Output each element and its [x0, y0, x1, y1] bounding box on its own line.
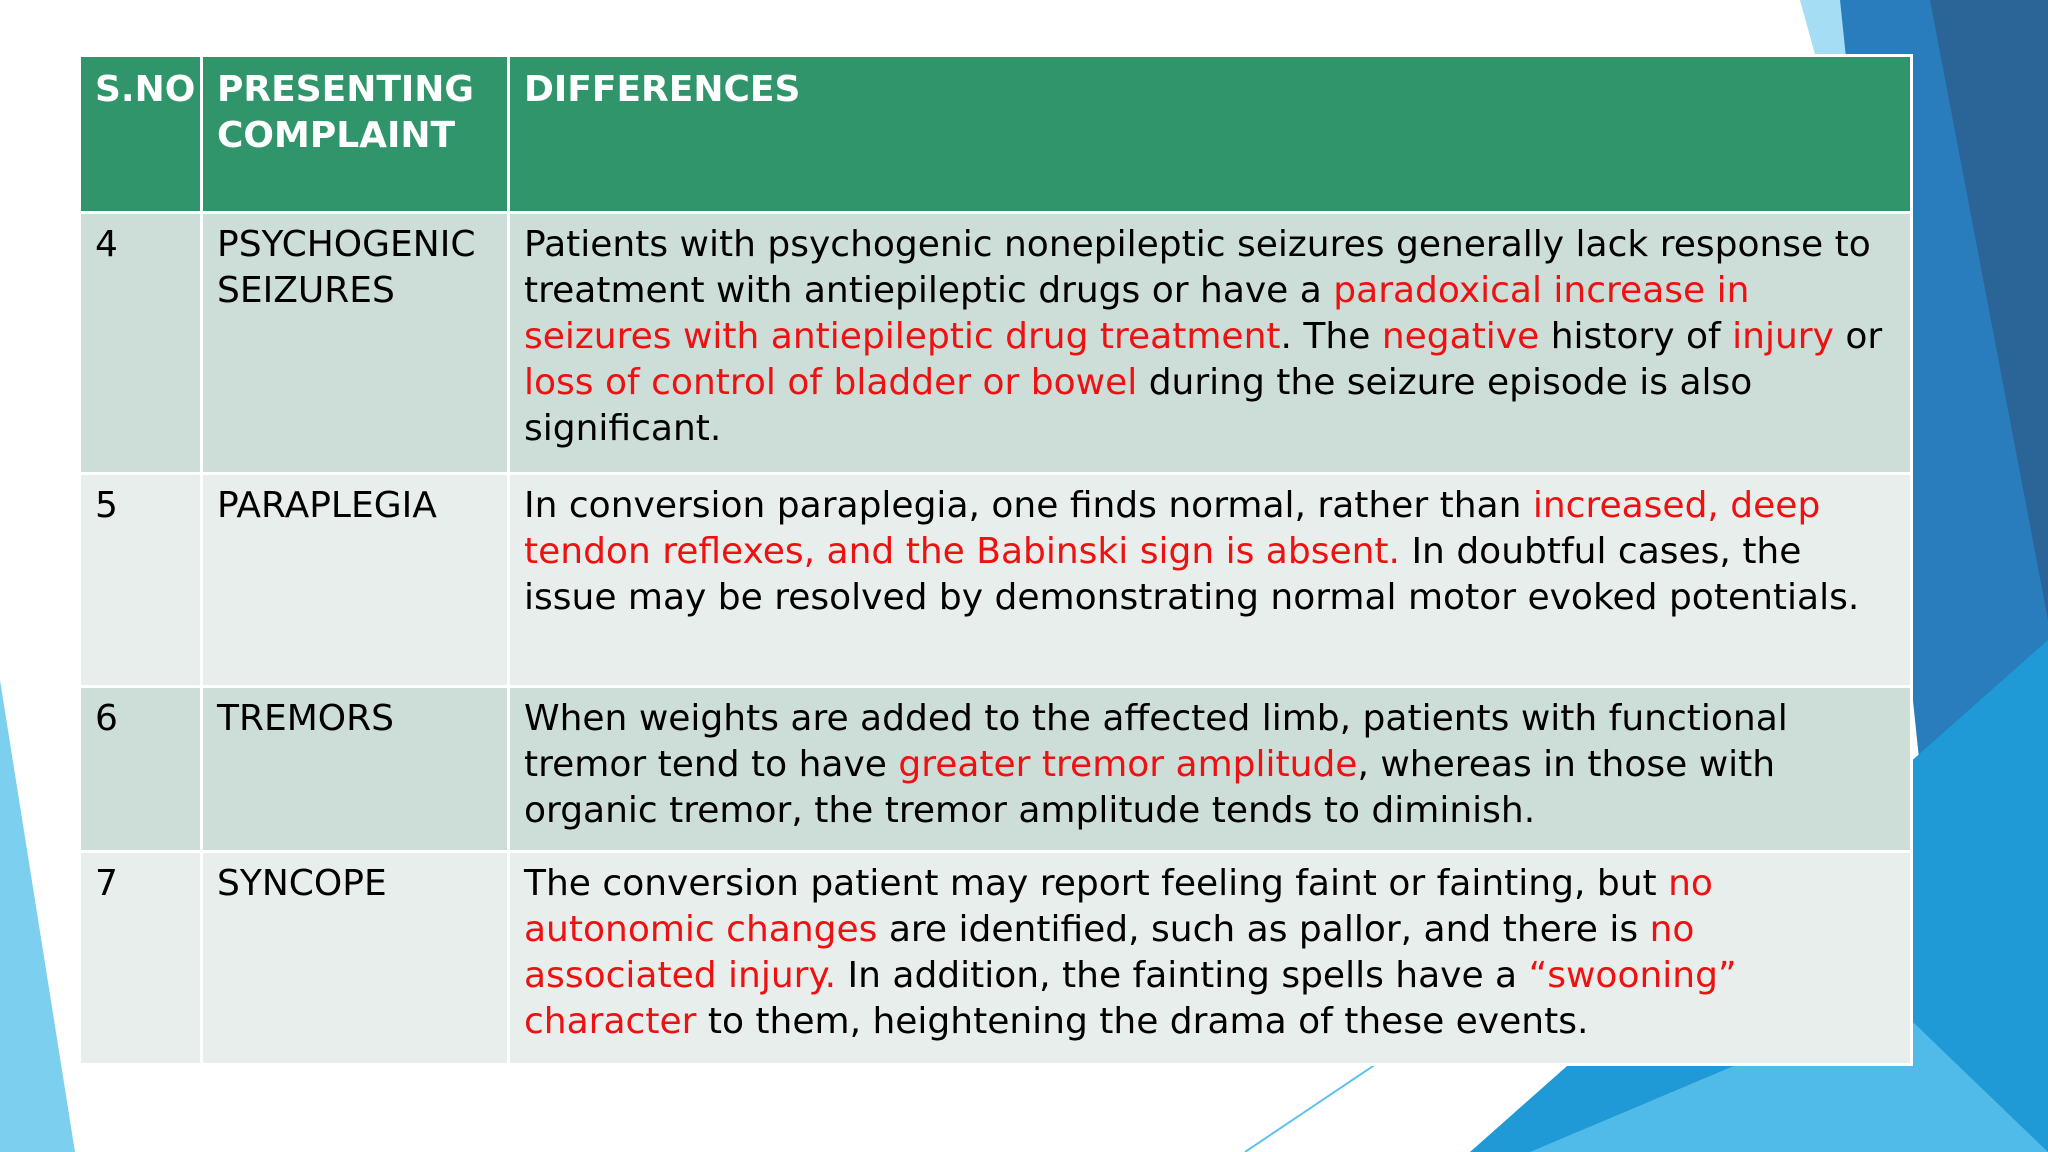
cell-complaint	[202, 474, 509, 687]
header-differences: DIFFERENCES	[509, 56, 1912, 213]
bg-shape-left-sliver	[0, 680, 75, 1152]
cell-differences	[509, 687, 1912, 852]
diff-segment-highlight: no associated injury.	[524, 909, 1695, 996]
diff-segment-highlight: paradoxical increase in seizures with antiepileptic drug treatment	[524, 270, 1750, 357]
diff-segment-highlight: no autonomic changes	[524, 863, 1713, 950]
table-header-row	[80, 56, 1912, 213]
diff-segment-highlight: increased, deep tendon reflexes, and the Babinski sign is absent.	[524, 485, 1821, 572]
table-row	[80, 852, 1912, 1065]
diff-segment: history of	[1539, 316, 1733, 357]
table-row	[80, 687, 1912, 852]
cell-sno: 6	[80, 687, 202, 852]
cell-sno: 4	[80, 213, 202, 474]
cell-sno: 7	[80, 852, 202, 1065]
cell-differences	[509, 852, 1912, 1065]
complaint-line1: TREMORS	[217, 698, 395, 739]
cell-complaint	[202, 213, 509, 474]
cell-sno: 5	[80, 474, 202, 687]
diff-segment-highlight: “swooning” character	[524, 955, 1737, 1042]
differences-table	[78, 54, 1913, 1066]
complaint-line2: SEIZURES	[217, 270, 395, 311]
cell-differences	[509, 213, 1912, 474]
table-row	[80, 474, 1912, 687]
header-presenting-complaint	[202, 56, 509, 213]
diff-segment: . The	[1280, 316, 1382, 357]
diff-segment-highlight: loss of control of bladder or bowel	[524, 362, 1138, 403]
complaint-line1: PARAPLEGIA	[217, 485, 437, 526]
cell-complaint	[202, 852, 509, 1065]
header-complaint-line2: COMPLAINT	[217, 115, 456, 156]
diff-segment: during the seizure episode is also significant.	[524, 362, 1753, 449]
table-row	[80, 213, 1912, 474]
diff-segment: In conversion paraplegia, one finds normal, rather than	[524, 485, 1533, 526]
diff-segment: to them, heightening the drama of these events.	[696, 1001, 1589, 1042]
diff-segment: or	[1833, 316, 1883, 357]
diff-segment-highlight: injury	[1732, 316, 1834, 357]
diff-segment: The conversion patient may report feeling faint or fainting, but	[524, 863, 1669, 904]
diff-segment: In addition, the fainting spells have a	[836, 955, 1529, 996]
header-complaint-line1: PRESENTING	[217, 69, 474, 110]
diff-segment: When weights are added to the affected limb, patients with functional tremor tend to have	[524, 698, 1788, 785]
cell-complaint	[202, 687, 509, 852]
diff-segment: In doubtful cases, the issue may be resolved by demonstrating normal motor evoked potentials.	[524, 531, 1860, 618]
complaint-line1: PSYCHOGENIC	[217, 224, 476, 265]
header-sno: S.NO	[80, 56, 202, 213]
diff-segment: are identified, such as pallor, and there is	[877, 909, 1650, 950]
diff-segment-highlight: greater tremor amplitude	[898, 744, 1358, 785]
complaint-line1: SYNCOPE	[217, 863, 387, 904]
cell-differences	[509, 474, 1912, 687]
diff-segment: Patients with psychogenic nonepileptic seizures generally lack response to treatment with antiepileptic drugs or have a	[524, 224, 1871, 311]
diff-segment-highlight: negative	[1381, 316, 1540, 357]
diff-segment: , whereas in those with organic tremor, the tremor amplitude tends to diminish.	[524, 744, 1776, 831]
